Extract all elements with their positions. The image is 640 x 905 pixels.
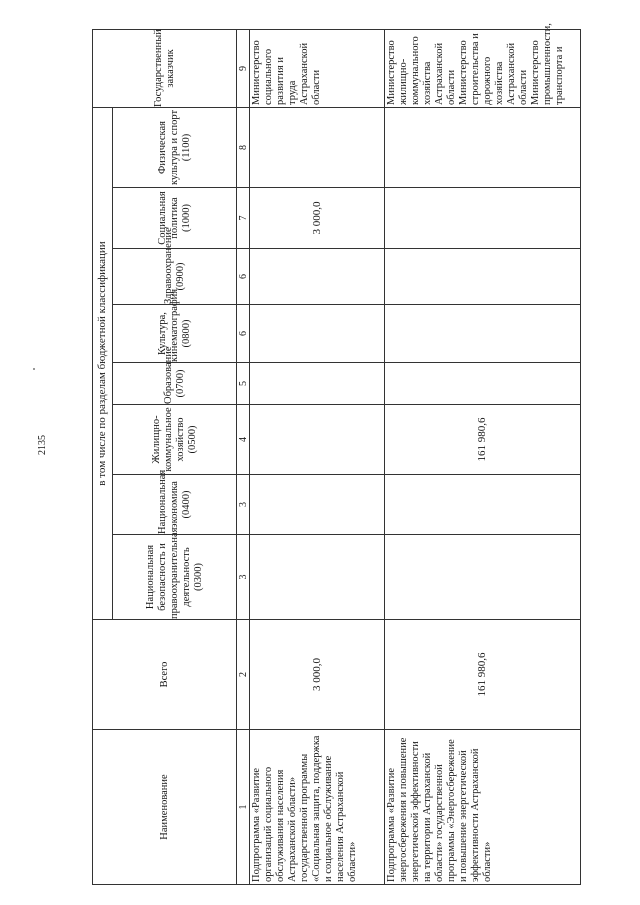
header-customer: Государственный заказчик — [93, 29, 237, 107]
budget-classification-table — [92, 23, 581, 885]
scan-speck — [33, 368, 35, 370]
column-number: 3 — [237, 475, 250, 535]
table-row — [250, 29, 385, 884]
rotated-table-container — [92, 23, 581, 885]
row-section-1000: 3 000,0 — [250, 188, 385, 249]
row-name: Подпрограмма «Развитие энергосбережения и повышение энергетической эффективности на территории Астраханской области» государственной программы «Энергосбережение и повышение энергетической эффективности Астраханской области» — [385, 730, 581, 885]
column-number: 6 — [237, 305, 250, 363]
row-section-0900 — [385, 249, 581, 305]
header-total: Всего — [93, 620, 237, 730]
row-section-0400 — [385, 475, 581, 535]
row-customer: Министерство социального развития и труда Астраханской области — [250, 29, 385, 107]
header-section-0700: Образование (0700) — [113, 363, 237, 405]
row-section-0400 — [250, 475, 385, 535]
page-number: 2135 — [37, 435, 48, 455]
column-number-row — [237, 29, 250, 884]
row-section-0500 — [250, 405, 385, 475]
row-total: 3 000,0 — [250, 620, 385, 730]
row-section-0800 — [250, 305, 385, 363]
column-number: 5 — [237, 363, 250, 405]
row-customer: Министерство жилищно-коммунального хозяйства Астраханской области Министерство строительства и дорожного хозяйства Астраханской области Министерство промышленности, транспорта и — [385, 29, 581, 107]
row-section-0800 — [385, 305, 581, 363]
header-section-1000: Социальная политика (1000) — [113, 188, 237, 249]
column-number: 6 — [237, 249, 250, 305]
column-number: 1 — [237, 730, 250, 885]
column-number: 8 — [237, 107, 250, 187]
row-name: Подпрограмма «Развитие организаций социального обслуживания населения Астраханской области» государственной программы «Социальная защита, поддержка и социальное обслуживание населения Астраханской области» — [250, 730, 385, 885]
column-number: 7 — [237, 188, 250, 249]
header-section-0800: Культура, кинематография (0800) — [113, 305, 237, 363]
table-row — [385, 29, 581, 884]
column-number: 3 — [237, 535, 250, 620]
row-section-0300 — [250, 535, 385, 620]
row-section-1100 — [250, 107, 385, 187]
header-name: Наименование — [93, 730, 237, 885]
header-section-1100: Физическая культура и спорт (1100) — [113, 107, 237, 187]
row-section-0500: 161 980,6 — [385, 405, 581, 475]
header-section-0300: Национальная безопасность и правоохранительная деятельность (0300) — [113, 535, 237, 620]
row-section-1000 — [385, 188, 581, 249]
header-section-0900: Здравоохранение (0900) — [113, 249, 237, 305]
row-section-0700 — [250, 363, 385, 405]
row-total: 161 980,6 — [385, 620, 581, 730]
header-section-0400: Национальная экономика (0400) — [113, 475, 237, 535]
column-number: 4 — [237, 405, 250, 475]
column-number: 9 — [237, 29, 250, 107]
header-row-group — [93, 29, 113, 884]
column-number: 2 — [237, 620, 250, 730]
row-section-0900 — [250, 249, 385, 305]
header-section-0500: Жилищно-коммунальное хозяйство (0500) — [113, 405, 237, 475]
row-section-0300 — [385, 535, 581, 620]
row-section-0700 — [385, 363, 581, 405]
header-classification-group: в том числе по разделам бюджетной классификации — [93, 107, 113, 619]
row-section-1100 — [385, 107, 581, 187]
